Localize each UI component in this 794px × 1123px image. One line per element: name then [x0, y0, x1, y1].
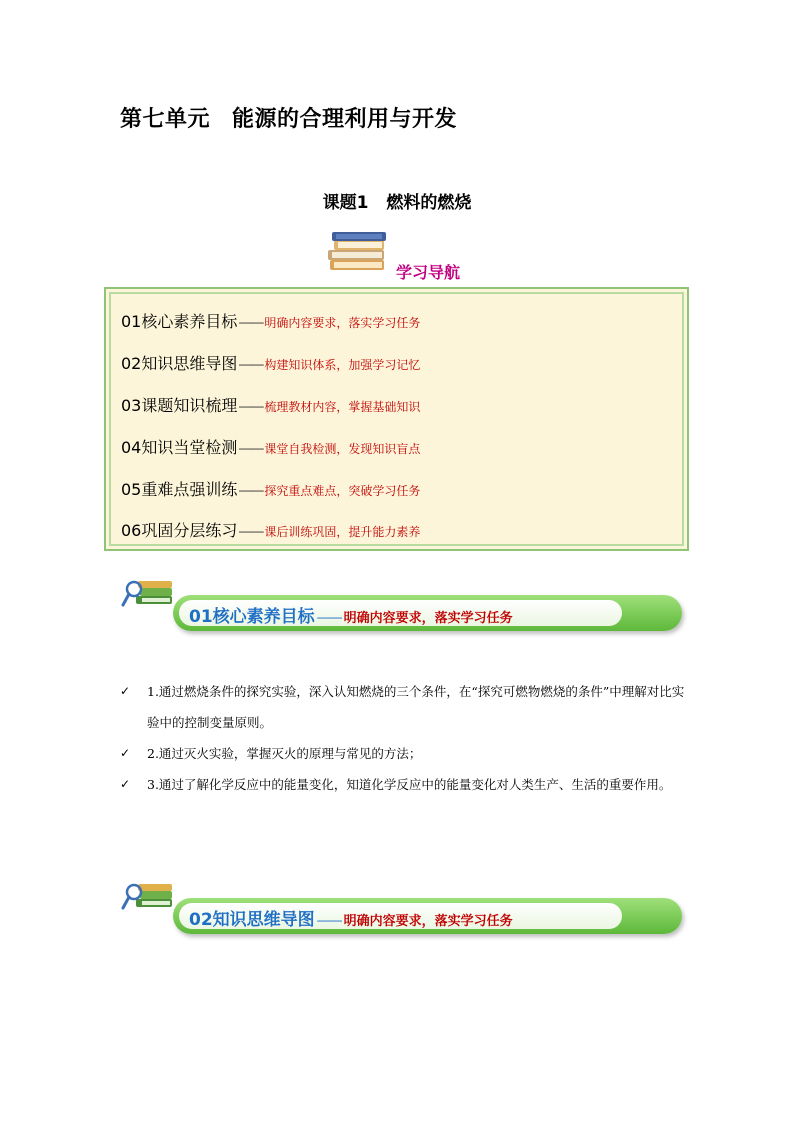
guide-item-title: 03课题知识梳理	[121, 396, 238, 415]
lesson-name: 燃料的燃烧	[386, 193, 472, 213]
goal-item	[120, 769, 695, 800]
unit-number: 第七单元	[120, 107, 211, 132]
guide-item-desc: 课堂自我检测，发现知识盲点	[264, 442, 421, 456]
guide-item	[121, 477, 420, 501]
goal-item	[120, 738, 695, 769]
check-icon: ✓	[120, 777, 131, 791]
section-title-dash: ——	[316, 913, 341, 929]
section-title	[189, 602, 513, 627]
guide-item	[121, 351, 420, 375]
section-title-dash: ——	[316, 610, 341, 626]
guide-item-desc: 课后训练巩固，提升能力素养	[264, 525, 421, 539]
guide-item	[121, 393, 420, 417]
goal-text: 1.通过燃烧条件的探究实验，深入认知燃烧的三个条件，在“探究可燃物燃烧的条件”中理解对比实验中的控制变量原则。	[147, 684, 685, 730]
guide-item-title: 05重难点强训练	[121, 480, 238, 499]
section-title-bar	[173, 898, 682, 934]
section-title-desc: 明确内容要求，落实学习任务	[343, 611, 513, 626]
guide-item-dash: ——	[238, 315, 263, 331]
goal-text: 3.通过了解化学反应中的能量变化，知道化学反应中的能量变化对人类生产、生活的重要作用。	[147, 777, 672, 792]
books-magnifier-icon	[120, 575, 176, 617]
section-title-text: 01核心素养目标	[189, 607, 315, 627]
goal-item	[120, 676, 695, 738]
guide-item-desc: 构建知识体系，加强学习记忆	[264, 358, 421, 372]
study-guide-box	[104, 287, 689, 551]
guide-item-title: 02知识思维导图	[121, 354, 238, 373]
study-guide-label: 学习导航	[396, 263, 461, 282]
guide-item-title: 01核心素养目标	[121, 312, 238, 331]
check-icon: ✓	[120, 746, 131, 760]
study-guide-header	[326, 230, 486, 282]
guide-item	[121, 518, 420, 542]
guide-item-desc: 明确内容要求，落实学习任务	[264, 316, 421, 330]
guide-item-title: 06巩固分层练习	[121, 521, 238, 540]
core-goals-list	[120, 676, 695, 800]
section-header-core-goals	[120, 575, 690, 639]
unit-title	[120, 102, 457, 133]
guide-item-desc: 梳理教材内容，掌握基础知识	[264, 400, 421, 414]
guide-item-dash: ——	[238, 483, 263, 499]
books-magnifier-icon	[120, 878, 176, 920]
guide-item-title: 04知识当堂检测	[121, 438, 238, 457]
unit-name: 能源的合理利用与开发	[232, 107, 458, 132]
section-title-text: 02知识思维导图	[189, 910, 315, 930]
check-icon: ✓	[120, 684, 131, 698]
guide-item	[121, 309, 420, 333]
lesson-number: 课题1	[322, 193, 369, 213]
section-title-bar	[173, 595, 682, 631]
guide-item-desc: 探究重点难点，突破学习任务	[264, 484, 421, 498]
section-title-desc: 明确内容要求，落实学习任务	[343, 914, 513, 929]
guide-item	[121, 435, 420, 459]
guide-item-dash: ——	[238, 441, 263, 457]
guide-item-dash: ——	[238, 399, 263, 415]
section-title	[189, 905, 513, 930]
goal-text: 2.通过灭火实验，掌握灭火的原理与常见的方法；	[147, 746, 422, 761]
section-header-mind-map	[120, 878, 690, 942]
lesson-title	[0, 188, 794, 213]
books-icon	[326, 230, 390, 274]
guide-item-dash: ——	[238, 524, 263, 540]
guide-item-dash: ——	[238, 357, 263, 373]
